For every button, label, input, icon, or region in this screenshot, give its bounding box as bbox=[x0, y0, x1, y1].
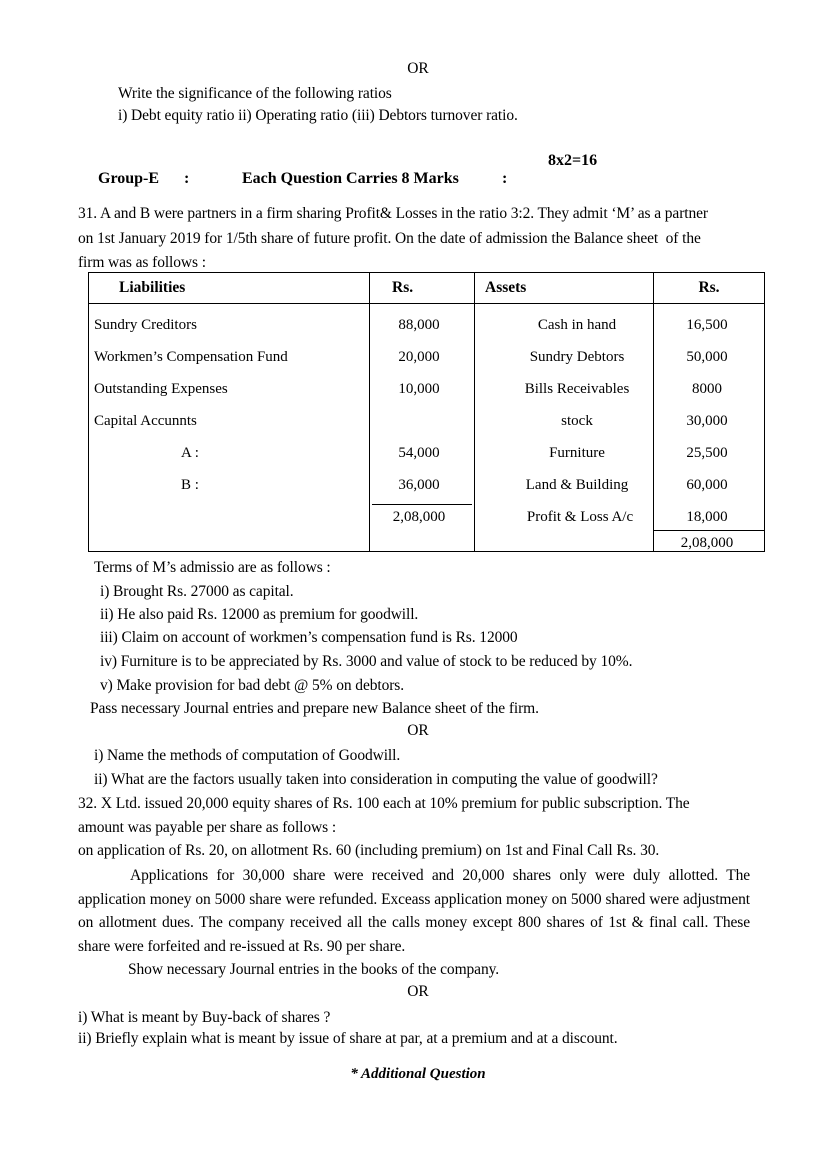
q32-alt-item-ii: ii) Briefly explain what is meant by issue of share at par, at a premium and at a discount. bbox=[78, 1030, 618, 1047]
liability-partner-a: A : bbox=[181, 445, 199, 461]
liability-partner-b: B : bbox=[181, 477, 199, 493]
asset-name: Land & Building bbox=[525, 477, 629, 493]
asset-name: stock bbox=[561, 413, 593, 429]
terms-item-1: i) Brought Rs. 27000 as capital. bbox=[100, 583, 294, 600]
assets-amount-cell bbox=[654, 304, 765, 552]
asset-name: Cash in hand bbox=[537, 317, 617, 333]
asset-amount: 25,500 bbox=[686, 445, 728, 461]
group-colon-1: : bbox=[184, 170, 190, 187]
header-rs-right: Rs. bbox=[654, 273, 765, 304]
liability-amount: 36,000 bbox=[398, 477, 440, 493]
asset-amount: 18,000 bbox=[686, 509, 728, 525]
q32-paragraph: Applications for 30,000 share were received and 20,000 shares only were duly allotted. The application money on 5000 share were refunded. Exceass application money on 5000 shared were adjustment on allotment dues. The company received all the calls money except 800 shares of 1st & final call. These share were forfeited and re-issued at Rs. 90 per share. bbox=[78, 867, 750, 955]
q31-line-2: on 1st January 2019 for 1/5th share of future profit. On the date of admission the Balance sheet of the bbox=[78, 230, 701, 247]
header-assets: Assets bbox=[475, 273, 654, 304]
group-header-row: Group-E : Each Question Carries 8 Marks : 8x2=16 bbox=[98, 152, 598, 187]
group-marks: 8x2=16 bbox=[548, 152, 598, 169]
q32-line-1: 32. X Ltd. issued 20,000 equity shares of Rs. 100 each at 10% premium for public subscription. The bbox=[78, 795, 690, 812]
liabilities-amount-list bbox=[370, 304, 474, 551]
ratios-instruction: Write the significance of the following ratios bbox=[118, 85, 392, 102]
terms-item-3: iii) Claim on account of workmen’s compensation fund is Rs. 12000 bbox=[100, 629, 518, 646]
asset-amount: 16,500 bbox=[686, 317, 728, 333]
liabilities-total: 2,08,000 bbox=[392, 509, 446, 525]
additional-question-note: * Additional Question bbox=[350, 1066, 486, 1082]
liability-name: Outstanding Expenses bbox=[94, 381, 228, 397]
asset-amount: 60,000 bbox=[686, 477, 728, 493]
q32-line-3: on application of Rs. 20, on allotment Rs. 60 (including premium) on 1st and Final Call Rs. 30. bbox=[78, 842, 660, 859]
or-text: OR bbox=[407, 722, 429, 739]
liabilities-amount-cell bbox=[370, 304, 475, 552]
footer-note-wrapper bbox=[0, 1066, 826, 1083]
terms-heading: Terms of M’s admissio are as follows : bbox=[94, 559, 331, 576]
or-marker-q31 bbox=[0, 722, 826, 740]
liability-name: Sundry Creditors bbox=[94, 317, 197, 333]
or-marker-q32 bbox=[0, 983, 826, 1001]
asset-name: Profit & Loss A/c bbox=[526, 509, 634, 525]
group-description: Each Question Carries 8 Marks bbox=[242, 170, 459, 187]
asset-name: Bills Receivables bbox=[524, 381, 630, 397]
asset-amount: 8000 bbox=[692, 381, 722, 397]
q32-alt-item-i: i) What is meant by Buy-back of shares ? bbox=[78, 1009, 331, 1026]
q31-line-1: 31. A and B were partners in a firm sharing Profit& Losses in the ratio 3:2. They admit ‘M’ as a partner bbox=[78, 205, 708, 222]
assets-total-rule bbox=[653, 530, 765, 531]
ratios-items: i) Debt equity ratio ii) Operating ratio (iii) Debtors turnover ratio. bbox=[118, 107, 518, 124]
liability-amount: 88,000 bbox=[398, 317, 440, 333]
balance-sheet-table bbox=[88, 272, 765, 552]
table-header-row bbox=[89, 273, 765, 304]
q32-closing: Show necessary Journal entries in the books of the company. bbox=[128, 961, 500, 978]
terms-item-4: iv) Furniture is to be appreciated by Rs. 3000 and value of stock to be reduced by 10%. bbox=[100, 653, 633, 670]
or-marker-top bbox=[0, 60, 826, 78]
assets-list bbox=[475, 304, 653, 551]
group-label: Group-E bbox=[98, 170, 160, 187]
header-liabilities: Liabilities bbox=[89, 273, 370, 304]
terms-item-2: ii) He also paid Rs. 12000 as premium for goodwill. bbox=[100, 606, 419, 623]
asset-name: Sundry Debtors bbox=[529, 349, 625, 365]
liability-amount: 10,000 bbox=[398, 381, 440, 397]
or-text: OR bbox=[407, 60, 429, 77]
q32-line-2: amount was payable per share as follows : bbox=[78, 819, 337, 836]
terms-item-5: v) Make provision for bad debt @ 5% on debtors. bbox=[100, 677, 405, 694]
assets-cell bbox=[475, 304, 654, 552]
asset-amount: 50,000 bbox=[686, 349, 728, 365]
asset-name: Furniture bbox=[549, 445, 605, 461]
or-text: OR bbox=[407, 983, 429, 1000]
terms-closing: Pass necessary Journal entries and prepare new Balance sheet of the firm. bbox=[90, 700, 539, 717]
asset-amount: 30,000 bbox=[686, 413, 728, 429]
liability-name: Workmen’s Compensation Fund bbox=[94, 349, 288, 365]
assets-amount-list bbox=[654, 304, 764, 551]
liability-amount: 20,000 bbox=[398, 349, 440, 365]
liabilities-total-rule bbox=[372, 504, 472, 505]
q31-line-3: firm was as follows : bbox=[78, 254, 206, 271]
liabilities-cell bbox=[89, 304, 370, 552]
liability-name: Capital Accunnts bbox=[94, 413, 197, 429]
q31-alt-item-ii: ii) What are the factors usually taken into consideration in computing the value of goodwill? bbox=[94, 771, 658, 788]
q31-alt-item-i: i) Name the methods of computation of Goodwill. bbox=[94, 747, 401, 764]
liabilities-list bbox=[89, 304, 369, 551]
liability-amount: 54,000 bbox=[398, 445, 440, 461]
table-body-row bbox=[89, 304, 765, 552]
header-rs-left: Rs. bbox=[370, 273, 475, 304]
assets-total: 2,08,000 bbox=[680, 535, 734, 551]
